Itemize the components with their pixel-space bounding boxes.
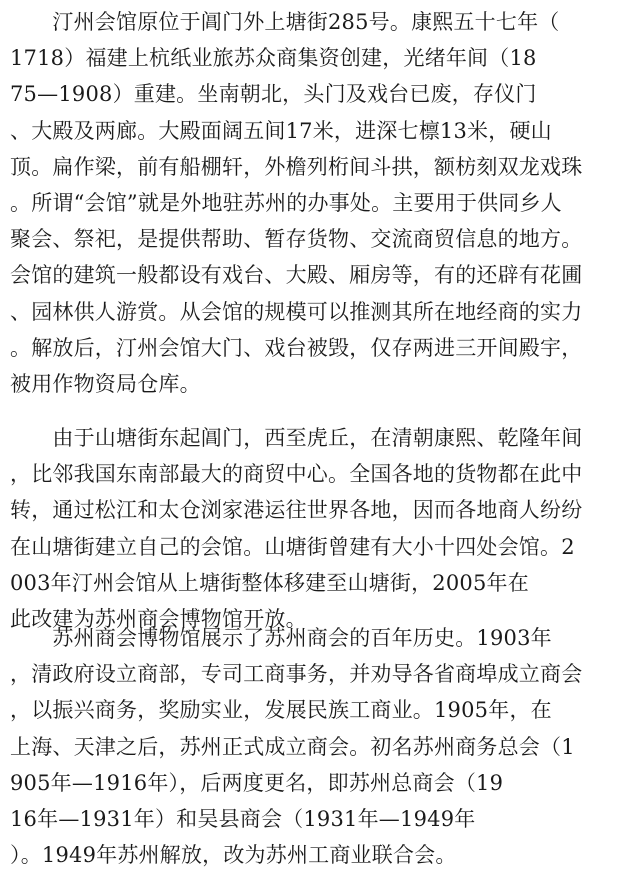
paragraph-shantang-street: [10, 420, 635, 637]
text-line: 在山塘街建立自己的会馆。山塘街曾建有大小十四处会馆。2: [10, 534, 575, 559]
paragraph-tingzhou-guild-hall: [10, 4, 635, 402]
text-line: 16年—1931年）和吴县商会（1931年—1949年: [10, 806, 476, 831]
text-line: 。解放后，汀州会馆大门、戏台被毁，仅存两进三开间殿宇，: [10, 335, 583, 360]
text-line: ，清政府设立商部，专司工商事务，并劝导各省商埠成立商会: [10, 662, 583, 687]
text-line: 。所谓“会馆”就是外地驻苏州的办事处。主要用于供同乡人: [10, 190, 562, 215]
text-line: 苏州商会博物馆展示了苏州商会的百年历史。1903年: [10, 626, 552, 650]
text-line: 由于山塘街东起阊门，西至虎丘，在清朝康熙、乾隆年间: [10, 426, 583, 450]
text-line: 、大殿及两廊。大殿面阔五间17米，进深七檩13米，硬山: [10, 118, 552, 143]
text-line: 此改建为苏州商会博物馆开放。: [10, 606, 307, 631]
text-line: 1718）福建上杭纸业旅苏众商集资创建，光绪年间（18: [10, 46, 537, 71]
text-line: 顶。扁作梁，前有船棚轩，外檐列桁间斗拱，额枋刻双龙戏珠: [10, 154, 583, 179]
text-line: ，以振兴商务，奖励实业，发展民族工商业。1905年，在: [10, 698, 552, 723]
text-line: 聚会、祭祀，是提供帮助、暂存货物、交流商贸信息的地方。: [10, 227, 583, 252]
text-line: 被用作物资局仓库。: [10, 371, 201, 396]
text-line: 转，通过松江和太仓浏家港运往世界各地，因而各地商人纷纷: [10, 498, 583, 523]
text-line: 905年—1916年），后两度更名，即苏州总商会（19: [10, 770, 504, 795]
text-line: 汀州会馆原位于阊门外上塘街285号。康熙五十七年（: [10, 10, 560, 34]
paragraph-chamber-of-commerce-museum: [10, 620, 635, 873]
text-line: 003年汀州会馆从上塘街整体移建至山塘街，2005年在: [10, 570, 529, 595]
text-line: 会馆的建筑一般都设有戏台、大殿、厢房等，有的还辟有花圃: [10, 263, 583, 288]
text-line: 75—1908）重建。坐南朝北，头门及戏台已废，存仪门: [10, 82, 537, 107]
text-line: 上海、天津之后，苏州正式成立商会。初名苏州商务总会（1: [10, 734, 575, 759]
text-line: ）。1949年苏州解放，改为苏州工商业联合会。: [10, 843, 457, 868]
text-line: 、园林供人游赏。从会馆的规模可以推测其所在地经商的实力: [10, 299, 583, 324]
text-line: ，比邻我国东南部最大的商贸中心。全国各地的货物都在此中: [10, 462, 583, 487]
